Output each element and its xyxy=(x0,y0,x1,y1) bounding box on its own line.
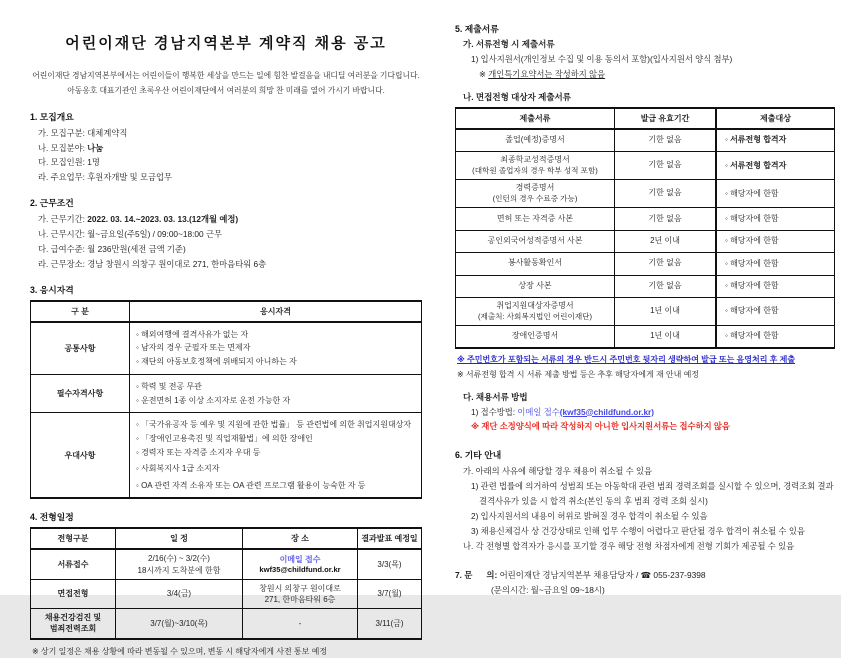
qual-items xyxy=(130,322,422,375)
doc-name: 면허 또는 자격증 사본 xyxy=(456,208,615,230)
table-row xyxy=(31,609,422,639)
screening-docs-heading: 가. 서류전형 시 제출서류 xyxy=(463,39,555,49)
screening-note-text: 개인특기요약서는 작성하지 않음 xyxy=(488,68,606,79)
table-header-row xyxy=(31,528,422,549)
sched-header-date: 일 정 xyxy=(116,528,243,549)
doc-name: 장애인증명서 xyxy=(456,325,615,348)
sched-date xyxy=(116,549,243,579)
email-link[interactable]: kwf35@childfund.or.kr xyxy=(259,564,341,574)
section-other xyxy=(455,448,835,554)
qual-category: 우대사항 xyxy=(31,413,130,498)
sched-type: 서류접수 xyxy=(31,549,116,579)
doc-validity: 1년 이내 xyxy=(615,297,717,325)
method-pre: 1) 접수방법: xyxy=(471,406,518,417)
table-row xyxy=(31,375,422,413)
email-receive-label: 이메일 접수 xyxy=(279,554,321,564)
doc-name: 봉사활동확인서 xyxy=(456,253,615,275)
section-documents xyxy=(455,22,835,434)
doc-target xyxy=(716,297,835,325)
doc-name: 상장 사본 xyxy=(456,275,615,297)
section-qualifications xyxy=(30,283,422,499)
sched-result: 3/3(목) xyxy=(358,549,422,579)
doc-validity: 1년 이내 xyxy=(615,325,717,348)
doc-validity: 기한 없음 xyxy=(615,180,717,208)
doc-target xyxy=(716,275,835,297)
table-row xyxy=(456,180,835,208)
sched-date-line: 18시까지 도착분에 한함 xyxy=(137,565,221,575)
sched-type: 면접전형 xyxy=(31,579,116,608)
condition-item xyxy=(30,212,422,227)
table-row xyxy=(456,152,835,180)
sched-place-line: 창원시 의창구 원이대로 xyxy=(259,583,341,593)
other-item: 2) 입사지원서의 내용이 허위로 밝혀질 경우 합격이 취소될 수 있음 xyxy=(471,511,708,522)
sched-result: 3/11(금) xyxy=(358,609,422,639)
schedule-table xyxy=(30,527,422,639)
other-item: 가. 아래의 사유에 해당할 경우 채용이 취소될 수 있음 xyxy=(463,466,653,477)
doc-target-text: ◦ 해당자에 한함 xyxy=(725,305,829,317)
section-overview xyxy=(30,110,422,186)
doc-target xyxy=(716,325,835,348)
table-row xyxy=(456,230,835,252)
table-row xyxy=(31,322,422,375)
table-row xyxy=(456,253,835,275)
table-row xyxy=(456,275,835,297)
contact-hours: (문의시간: 월~금요일 09~18시) xyxy=(491,585,605,596)
doc-name-line: (대학원 졸업자의 경우 학부 성적 포함) xyxy=(472,166,598,176)
section-overview-heading: 1. 모집개요 xyxy=(30,111,74,122)
qual-header-detail: 응시자격 xyxy=(130,301,422,322)
sched-header-type: 전형구분 xyxy=(31,528,116,549)
overview-item xyxy=(30,155,422,170)
screening-docs-note xyxy=(455,67,835,82)
qual-item: ◦ 사회복지사 1급 소지자 xyxy=(136,463,415,475)
contact-label: 7. 문 의: xyxy=(455,569,498,580)
sched-date: 3/7(월)~3/10(목) xyxy=(116,609,243,639)
contact-line xyxy=(455,568,835,583)
section-contact xyxy=(455,568,835,598)
condition-item xyxy=(30,257,422,272)
page-title: 어린이재단 경남지역본부 계약직 채용 공고 xyxy=(65,35,387,52)
condition-item-text: 나. 근무시간: 월~금요일(주5일) / 09:00~18:00 근무 xyxy=(38,229,222,240)
doc-target xyxy=(716,208,835,230)
doc-target-text: ◦ 해당자에 한함 xyxy=(725,188,829,200)
qual-item: ◦ 「장애인고용촉진 및 직업재활법」에 의한 장애인 xyxy=(136,433,415,445)
sched-type-line: 채용건강검진 및 xyxy=(44,613,102,623)
interview-docs-table xyxy=(455,107,835,349)
doc-validity: 2년 이내 xyxy=(615,230,717,252)
qual-category: 공통사항 xyxy=(31,322,130,375)
table-row xyxy=(31,413,422,498)
table-row xyxy=(456,297,835,325)
doc-target-text: ◦ 해당자에 한함 xyxy=(725,330,829,342)
doc-name xyxy=(456,180,615,208)
condition-item-bold: 2022. 03. 14.~2023. 03. 13.(12개월 예정) xyxy=(87,214,239,225)
contact-text: 어린이재단 경남지역본부 채용담당자 / xyxy=(497,569,641,580)
sched-date-line: 2/16(수) ~ 3/2(수) xyxy=(148,554,210,564)
overview-item xyxy=(30,170,422,185)
qual-item: ◦ 경력자 또는 자격증 소지자 우대 등 xyxy=(136,447,415,459)
table-header-row xyxy=(31,301,422,322)
doc-target-text: ◦ 해당자에 한함 xyxy=(725,280,829,292)
sched-place-line: 271, 한마음타워 6층 xyxy=(264,594,336,604)
qualifications-table xyxy=(30,300,422,499)
docs-header-name: 제출서류 xyxy=(456,108,615,129)
doc-target xyxy=(716,129,835,152)
sched-header-result: 결과발표 예정일 xyxy=(358,528,422,549)
sched-header-place: 장 소 xyxy=(243,528,358,549)
overview-item xyxy=(30,126,422,141)
schedule-note: ※ 상기 일정은 채용 상황에 따라 변동될 수 있으며, 변동 시 해당자에게 사전 통보 예정 xyxy=(32,646,328,656)
table-header-row xyxy=(456,108,835,129)
section-conditions-heading: 2. 근무조건 xyxy=(30,198,74,209)
doc-name: 공인외국어성적증명서 사본 xyxy=(456,230,615,252)
condition-item xyxy=(30,227,422,242)
doc-name-line: (인턴의 경우 수료증 가능) xyxy=(492,194,578,204)
section-conditions xyxy=(30,196,422,272)
qual-items xyxy=(130,375,422,413)
doc-name-line: 취업지원대상자증명서 xyxy=(496,300,574,310)
qual-item: ◦ 재단의 아동보호정책에 위배되지 아니하는 자 xyxy=(136,356,415,368)
method-line xyxy=(455,405,835,420)
screening-docs-item: 1) 입사지원서(개인정보 수집 및 이용 동의서 포함)(입사지원서 양식 첨부) xyxy=(471,54,733,64)
qual-item: ◦ 학력 및 전공 무관 xyxy=(136,381,415,393)
section-schedule xyxy=(30,510,422,658)
doc-name xyxy=(456,152,615,180)
doc-name: 졸업(예정)증명서 xyxy=(456,129,615,152)
overview-item-bold: 나눔 xyxy=(87,142,104,153)
table-row xyxy=(31,549,422,579)
left-column xyxy=(30,26,422,658)
qual-item: ◦ 「국가유공자 등 예우 및 지원에 관한 법률」 등 관련법에 의한 취업지원대상자 xyxy=(136,419,415,431)
doc-target xyxy=(716,152,835,180)
right-column xyxy=(455,22,835,598)
email-receive-label: 이메일 접수 xyxy=(517,406,560,417)
method-red-note: ※ 재단 소정양식에 따라 작성하지 아니한 입사지원서류는 접수하지 않음 xyxy=(471,421,730,432)
doc-name-line: 경력증명서 xyxy=(515,183,555,193)
doc-target xyxy=(716,253,835,275)
qual-header-category: 구 분 xyxy=(31,301,130,322)
doc-validity: 기한 없음 xyxy=(615,208,717,230)
condition-item-text: 라. 근무장소: 경남 창원시 의창구 원이대로 271, 한마음타워 6층 xyxy=(38,259,267,270)
qual-item: ◦ 해외여행에 결격사유가 없는 자 xyxy=(136,329,415,341)
resident-number-note: ※ 주민번호가 포함되는 서류의 경우 반드시 주민번호 뒷자리 생략하여 발급 또는 음영처리 후 제출 xyxy=(457,355,796,365)
overview-item-text: 다. 모집인원: 1명 xyxy=(38,157,100,168)
table-row xyxy=(456,325,835,348)
sched-result: 3/7(월) xyxy=(358,579,422,608)
condition-item xyxy=(30,242,422,257)
doc-validity: 기한 없음 xyxy=(615,253,717,275)
sched-place xyxy=(243,579,358,608)
intro-paragraph xyxy=(30,69,422,99)
doc-target-text: ◦ 해당자에 한함 xyxy=(725,235,829,247)
intro-line-2: 아동옹호 대표기관인 초록우산 어린이재단에서 여러분의 희망 찬 미래를 열어 가시기 바랍니다. xyxy=(67,85,385,95)
other-item: 나. 각 전형별 합격자가 응시를 포기할 경우 해당 전형 차점자에게 전형 기회가 제공될 수 있음 xyxy=(463,540,795,551)
condition-item-text: 가. 근무기간: xyxy=(38,214,88,225)
phone-icon: ☎ xyxy=(640,569,652,580)
doc-target-text: ◦ 서류전형 합격자 xyxy=(725,160,829,172)
doc-target xyxy=(716,180,835,208)
note-marker: ※ xyxy=(479,68,489,79)
qual-item: ◦ 운전면허 1종 이상 소지자로 운전 가능한 자 xyxy=(136,395,415,407)
doc-name-line: (제출처: 사회복지법인 어린이재단) xyxy=(477,311,593,321)
section-qualifications-heading: 3. 응시자격 xyxy=(30,285,74,295)
resubmit-note: ※ 서류전형 합격 시 서류 제출 방법 등은 추후 해당자에게 재 안내 예정 xyxy=(457,369,700,379)
overview-item-text: 라. 주요업무: 후원자개발 및 모금업무 xyxy=(38,172,173,183)
doc-name xyxy=(456,297,615,325)
doc-target-text: ◦ 해당자에 한함 xyxy=(725,258,829,270)
doc-target-text: ◦ 서류전형 합격자 xyxy=(725,134,829,146)
sched-type xyxy=(31,609,116,639)
section-other-heading: 6. 기타 안내 xyxy=(455,450,502,461)
sched-place xyxy=(243,549,358,579)
interview-docs-heading: 나. 면접전형 대상자 제출서류 xyxy=(463,91,571,102)
doc-target-text: ◦ 해당자에 한함 xyxy=(725,213,829,225)
doc-validity: 기한 없음 xyxy=(615,152,717,180)
table-row xyxy=(456,129,835,152)
overview-item xyxy=(30,141,422,156)
other-item: 3) 채용신체검사 상 건강상태로 인해 업무 수행이 어렵다고 판단될 경우 합격이 취소될 수 있음 xyxy=(471,526,805,537)
doc-name-line: 최종학교성적증명서 xyxy=(500,155,570,165)
other-item: 1) 관련 법률에 의거하여 성범죄 또는 아동학대 관련 범죄 경력조회를 실시할 수 있으며, 경력조회 결과 결격사유가 있을 시 합격 취소(본인 동의 후 범죄 경력 조회 실시) xyxy=(471,481,834,507)
docs-header-validity: 발급 유효기간 xyxy=(615,108,717,129)
condition-item-text: 다. 급여수준: 월 236만원(세전 금액 기준) xyxy=(38,244,186,255)
email-link[interactable]: (kwf35@childfund.or.kr) xyxy=(559,406,655,417)
doc-target xyxy=(716,230,835,252)
method-heading: 다. 채용서류 방법 xyxy=(463,391,528,402)
overview-item-text: 가. 모집구분: 대체계약직 xyxy=(38,127,128,138)
doc-validity: 기한 없음 xyxy=(615,275,717,297)
contact-phone: 055-237-9398 xyxy=(651,569,706,580)
section-documents-heading: 5. 제출서류 xyxy=(455,24,499,34)
qual-category: 필수자격사항 xyxy=(31,375,130,413)
qual-items xyxy=(130,413,422,498)
qual-item: ◦ 남자의 경우 군필자 또는 면제자 xyxy=(136,342,415,354)
overview-item-text: 나. 모집분야: xyxy=(38,142,88,153)
qual-item: ◦ OA 관련 자격 소유자 또는 OA 관련 프로그램 활용이 능숙한 자 등 xyxy=(136,480,415,492)
table-row xyxy=(456,208,835,230)
docs-header-target: 제출대상 xyxy=(716,108,835,129)
doc-validity: 기한 없음 xyxy=(615,129,717,152)
sched-date: 3/4(금) xyxy=(116,579,243,608)
section-schedule-heading: 4. 전형일정 xyxy=(30,512,74,523)
sched-type-line: 범죄전력조회 xyxy=(49,624,97,634)
table-row xyxy=(31,579,422,608)
intro-line-1: 어린이재단 경남지역본부에서는 어린이들이 행복한 세상을 만드는 일에 힘찬 발걸음을 내디딜 여러분을 기다립니다. xyxy=(32,71,420,80)
sched-place: - xyxy=(243,609,358,639)
